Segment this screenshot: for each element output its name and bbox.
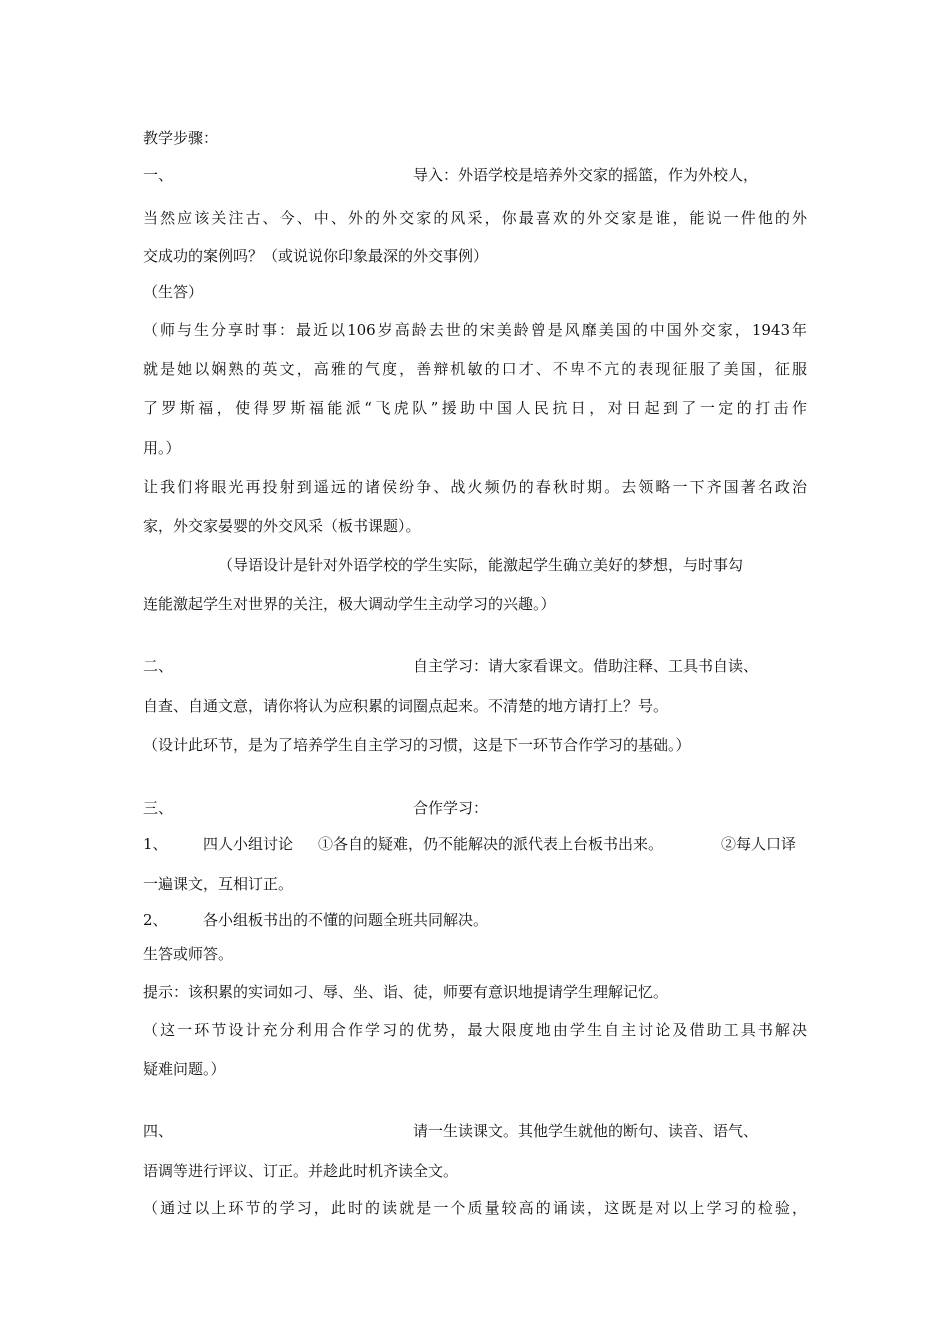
section-4-line-1: 请一生读课文。其他学生就他的断句、读音、语气、	[413, 1122, 759, 1140]
section-3-line-4: （这一环节设计充分利用合作学习的优势，最大限度地由学生自主讨论及借助工具书解决	[143, 1021, 807, 1039]
section-1-line-2: 当然应该关注古、今、中、外的外交家的风采，你最喜欢的外交家是谁，能说一件他的外	[143, 209, 807, 227]
item-1-part-c: ②每人口译	[721, 835, 797, 853]
item-1-number: 1、	[143, 835, 168, 853]
item-1-part-b: ①各自的疑难，仍不能解决的派代表上台板书出来。	[318, 835, 664, 853]
section-1-line-8: 用。）	[143, 439, 181, 457]
item-1-part-a: 四人小组讨论	[203, 835, 294, 853]
section-1-line-6: 就是她以娴熟的英文，高雅的气度，善辩机敏的口才、不卑不亢的表现征服了美国，征服	[143, 360, 807, 378]
section-2-line-1: 自主学习：请大家看课文。借助注释、工具书自读、	[413, 657, 759, 675]
section-2-number: 二、	[143, 657, 174, 675]
section-heading: 教学步骤：	[143, 129, 219, 147]
section-4-line-2: 语调等进行评议、订正。并趁此时机齐读全文。	[143, 1162, 459, 1180]
section-2-line-2: 自查、自通文意，请你将认为应积累的词圈点起来。不清楚的地方请打上？号。	[143, 697, 669, 715]
section-1-line-10: 家，外交家晏婴的外交风采（板书课题）。	[143, 517, 421, 535]
section-1-line-4: （生答）	[143, 283, 204, 301]
section-1-line-7: 了罗斯福，使得罗斯福能派“飞虎队”援助中国人民抗日，对日起到了一定的打击作	[143, 399, 807, 417]
section-3-line-2: 生答或师答。	[143, 945, 234, 963]
section-1-number: 一、	[143, 166, 174, 184]
section-1-line-12: 连能激起学生对世界的关注，极大调动学生主动学习的兴趣。）	[143, 595, 556, 613]
section-1-line-1: 导入：外语学校是培养外交家的摇篮，作为外校人，	[413, 166, 759, 184]
section-3-number: 三、	[143, 799, 174, 817]
section-1-line-11: （导语设计是针对外语学校的学生实际，能激起学生确立美好的梦想，与时事勾	[218, 556, 744, 574]
section-4-number: 四、	[143, 1122, 174, 1140]
item-2-number: 2、	[143, 911, 168, 929]
section-3-line-3: 提示：该积累的实词如刁、辱、坐、诣、徒，师要有意识地提请学生理解记忆。	[143, 983, 669, 1001]
section-1-line-3: 交成功的案例吗？（或说说你印象最深的外交事例）	[143, 247, 489, 265]
item-1-line-2: 一遍课文，互相订正。	[143, 875, 294, 893]
section-1-line-5: （师与生分享时事：最近以106岁高龄去世的宋美龄曾是风靡美国的中国外交家，1943年	[143, 321, 807, 339]
section-2-line-3: （设计此环节，是为了培养学生自主学习的习惯，这是下一环节合作学习的基础。）	[143, 736, 691, 754]
item-2-text: 各小组板书出的不懂的问题全班共同解决。	[203, 911, 489, 929]
section-3-line-5: 疑难问题。）	[143, 1060, 226, 1078]
section-1-line-9: 让我们将眼光再投射到遥远的诸侯纷争、战火频仍的春秋时期。去领略一下齐国著名政治	[143, 478, 807, 496]
section-4-line-3: （通过以上环节的学习，此时的读就是一个质量较高的诵读，这既是对以上学习的检验，	[143, 1199, 807, 1217]
section-3-line-1: 合作学习：	[413, 799, 489, 817]
